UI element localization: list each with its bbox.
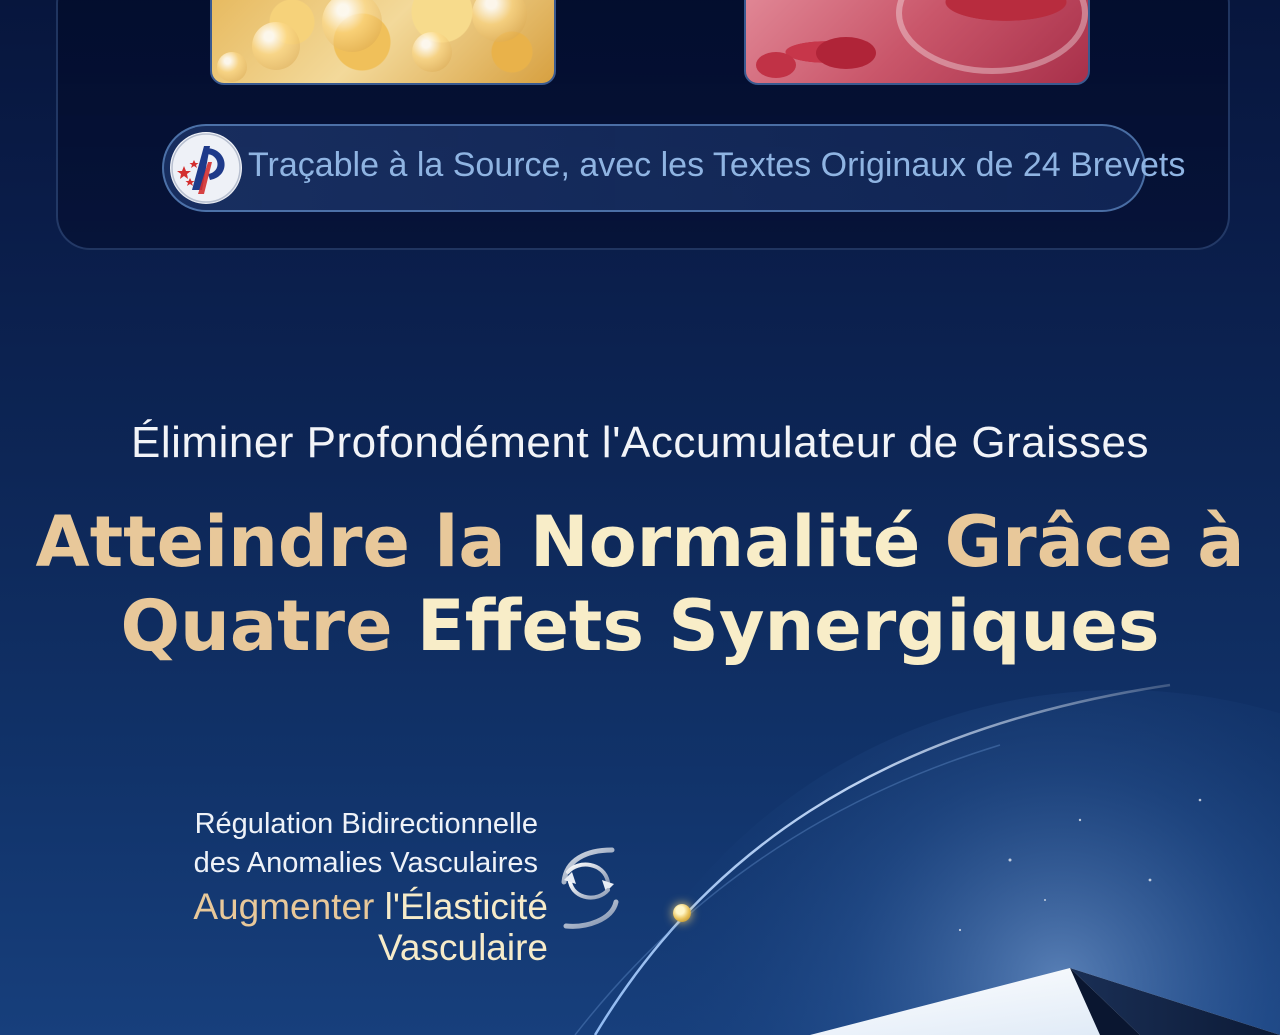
patent-text: Traçable à la Source, avec les Textes Originaux de 24 Brevets	[248, 146, 1186, 184]
planet-glow	[560, 690, 1280, 1035]
headline-part: Synergiques	[668, 585, 1160, 667]
headline-part: Effets	[416, 585, 645, 667]
feature-title-line-1	[100, 886, 548, 927]
feature-desc-line-1: Régulation Bidirectionnelle	[194, 808, 538, 840]
orbit-node-dot	[673, 904, 691, 922]
headline-part: Grâce à	[920, 501, 1245, 583]
feature-title-part: Vasculaire	[377, 927, 548, 968]
feature-title-line-2	[100, 927, 548, 968]
two-way-arrows-icon	[556, 842, 622, 930]
feature-title-part: l'Élasticité	[384, 886, 548, 927]
section-subtitle: Éliminer Profondément l'Accumulateur de Graisses	[131, 418, 1149, 467]
headline-part: Quatre	[120, 585, 417, 667]
feature-desc-line-2: des Anomalies Vasculaires	[193, 847, 538, 879]
headline-part: Normalité	[530, 501, 921, 583]
feature-title-part: Augmenter	[193, 886, 385, 927]
headline-part: Atteindre la	[35, 501, 530, 583]
